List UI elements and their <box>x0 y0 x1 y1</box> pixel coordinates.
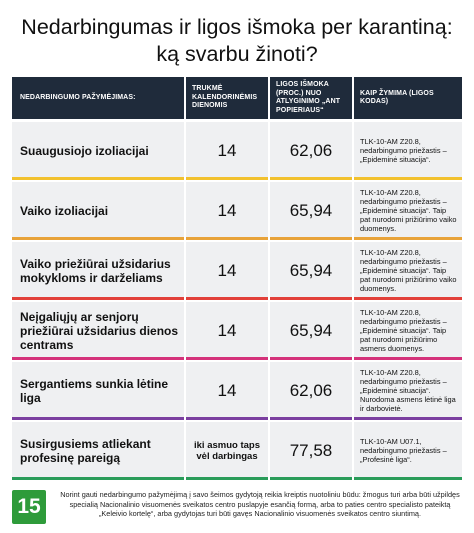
row-days-text: 14 <box>217 381 237 400</box>
row-days-text: 14 <box>217 321 237 340</box>
row-label-text: Suaugusiojo izoliacijai <box>20 144 149 158</box>
row-color-bar <box>186 297 268 300</box>
row-code-text: TLK-10-AM Z20.8, nedarbingumo priežastis – „Epideminė situacija“. Taip pat nurodomi prižiūrimo vaiko duomenys. <box>360 187 457 233</box>
row-code <box>354 122 462 180</box>
row-percent-text: 77,58 <box>289 441 333 460</box>
row-days-text: 14 <box>217 201 237 220</box>
row-color-bar <box>270 177 352 180</box>
row-color-bar <box>270 477 352 480</box>
row-color-bar <box>12 177 184 180</box>
row-label <box>12 122 184 180</box>
row-color-bar <box>12 417 184 420</box>
row-color-bar <box>270 417 352 420</box>
row-label <box>12 422 184 480</box>
table-row <box>12 362 462 420</box>
row-color-bar <box>12 357 184 360</box>
row-label-text: Sergantiems sunkia lėtine liga <box>20 377 169 405</box>
row-color-bar <box>354 477 462 480</box>
row-percent <box>270 122 352 180</box>
row-days <box>186 302 268 360</box>
row-percent-text: 65,94 <box>289 321 333 340</box>
row-color-bar <box>12 237 184 240</box>
row-color-bar <box>186 417 268 420</box>
footer-note: Norint gauti nedarbingumo pažymėjimą į savo šeimos gydytoją reikia kreiptis nuotoliniu būdu: žmogus turi arba būti užpildęs specialią Nacionalinio visuomenės sveikatos centro puslapyje esančią formą, arba to paties centro specialisto pateiktą „Keleivio kortelę“, arba gydytojas turi būti gavęs Nacionalinio visuomenės sveikatos centro siuntimą. <box>60 490 460 518</box>
row-color-bar <box>12 297 184 300</box>
row-label <box>12 362 184 420</box>
row-days <box>186 422 268 480</box>
row-code <box>354 182 462 240</box>
row-days-text: iki asmuo taps vėl darbingas <box>194 440 260 462</box>
logo-badge: 15 <box>12 490 46 524</box>
row-days <box>186 362 268 420</box>
row-color-bar <box>354 357 462 360</box>
row-percent-text: 62,06 <box>289 141 333 160</box>
row-color-bar <box>186 237 268 240</box>
row-percent <box>270 302 352 360</box>
row-percent-text: 65,94 <box>289 201 333 220</box>
row-label-text: Susirgusiems atliekant profesinę pareigą <box>20 437 151 465</box>
row-code <box>354 302 462 360</box>
row-color-bar <box>270 297 352 300</box>
row-percent-text: 65,94 <box>289 261 333 280</box>
row-label <box>12 182 184 240</box>
header-certificate: NEDARBINGUMO PAŽYMĖJIMAS: <box>12 77 184 119</box>
row-code <box>354 242 462 300</box>
table-header <box>12 77 462 119</box>
row-percent-text: 62,06 <box>289 381 333 400</box>
row-color-bar <box>270 357 352 360</box>
row-code <box>354 422 462 480</box>
row-color-bar <box>354 297 462 300</box>
header-disease-code: KAIP ŽYMIMA (LIGOS KODAS) <box>354 77 462 119</box>
row-label-text: Neįgaliųjų ar senjorų priežiūrai užsidarius dienos centrams <box>20 310 179 352</box>
row-label-text: Vaiko izoliacijai <box>20 204 109 218</box>
row-code-text: TLK-10-AM Z20.8, nedarbingumo priežastis – „Epideminė situacija“. Taip pat nurodomi prižiūrimo asmens duomenys. <box>360 307 447 353</box>
row-days <box>186 122 268 180</box>
row-days <box>186 242 268 300</box>
row-days <box>186 182 268 240</box>
title-line-2: ką svarbu žinoti? <box>156 42 318 66</box>
row-label <box>12 302 184 360</box>
header-duration: TRUKMĖ KALENDORINĖMIS DIENOMIS <box>186 77 268 119</box>
table-row <box>12 242 462 300</box>
header-benefit-percent: LIGOS IŠMOKA (PROC.) NUO ATLYGINIMO „ANT POPIERIAUS“ <box>270 77 352 119</box>
table-row <box>12 422 462 480</box>
row-color-bar <box>186 177 268 180</box>
row-percent <box>270 242 352 300</box>
title-line-1: Nedarbingumas ir ligos išmoka per karantiną: <box>21 15 453 39</box>
table-row <box>12 182 462 240</box>
table-row <box>12 302 462 360</box>
table-body <box>12 122 462 480</box>
row-days-text: 14 <box>217 261 237 280</box>
row-code-text: TLK-10-AM Z20.8, nedarbingumo priežastis – „Epideminė situacija“. Taip pat nurodomi prižiūrimo vaiko duomenys. <box>360 247 457 293</box>
page-title <box>0 14 474 68</box>
row-color-bar <box>186 477 268 480</box>
row-days-text: 14 <box>217 141 237 160</box>
table-row <box>12 122 462 180</box>
row-color-bar <box>354 417 462 420</box>
row-code-text: TLK-10-AM U07.1, nedarbingumo priežastis – „Profesinė liga“. <box>360 436 447 464</box>
row-color-bar <box>270 237 352 240</box>
sick-leave-table <box>12 77 462 480</box>
footer <box>12 490 462 528</box>
row-code-text: TLK-10-AM Z20.8, nedarbingumo priežastis – „Epideminė situacija“. <box>360 136 447 164</box>
row-color-bar <box>186 357 268 360</box>
row-color-bar <box>12 477 184 480</box>
row-code <box>354 362 462 420</box>
row-percent <box>270 182 352 240</box>
row-percent <box>270 422 352 480</box>
row-code-text: TLK-10-AM Z20.8, nedarbingumo priežastis – „Epideminė situacija“. Nurodoma asmens lėtinė liga ir darbovietė. <box>360 367 456 413</box>
row-label <box>12 242 184 300</box>
row-percent <box>270 362 352 420</box>
row-color-bar <box>354 177 462 180</box>
row-label-text: Vaiko priežiūrai užsidarius mokykloms ir darželiams <box>20 257 171 285</box>
row-color-bar <box>354 237 462 240</box>
